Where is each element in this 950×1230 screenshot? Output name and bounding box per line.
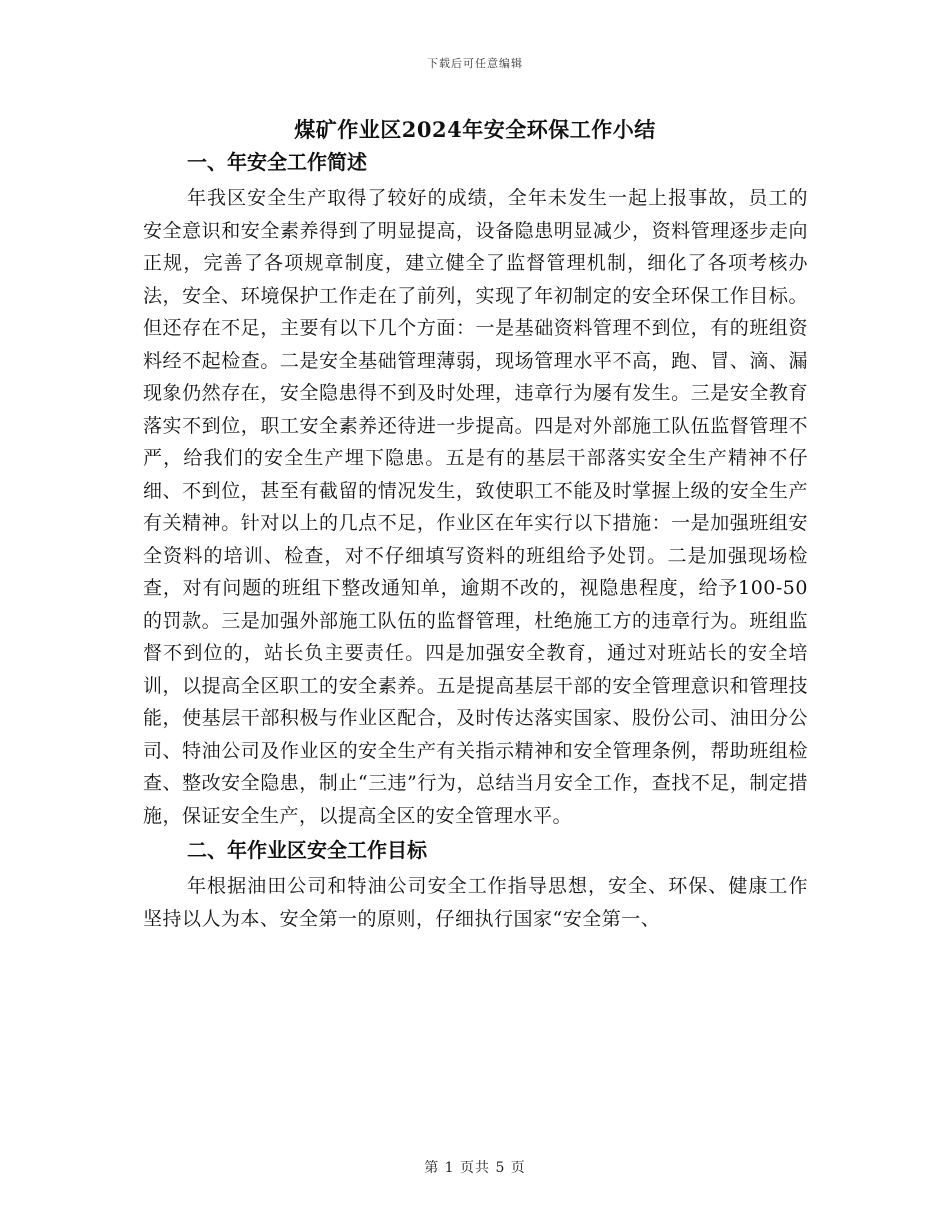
section-2-paragraph: 年根据油田公司和特油公司安全工作指导思想，安全、环保、健康工作坚持以人为本、安全第一的原则，仔细执行国家“安全第一、 [143, 875, 808, 930]
document-title: 煤矿作业区2024年安全环保工作小结 [294, 117, 656, 142]
section-1-paragraph: 年我区安全生产取得了较好的成绩，全年未发生一起上报事故，员工的安全意识和安全素养得到了明显提高，设备隐患明显减少，资料管理逐步走向正规，完善了各项规章制度，建立健全了监督管理机制，细化了各项考核办法，安全、环境保护工作走在了前列，实现了年初制定的安全环保工作目标。但还存在不足，主要有以下几个方面：一是基础资料管理不到位，有的班组资料经不起检查。二是安全基础管理薄弱，现场管理水平不高，跑、冒、滴、漏现象仍然存在，安全隐患得不到及时处理，违章行为屡有发生。三是安全教育落实不到位，职工安全素养还待进一步提高。四是对外部施工队伍监督管理不严，给我们的安全生产埋下隐患。五是有的基层干部落实安全生产精神不仔细、不到位，甚至有截留的情况发生，致使职工不能及时掌握上级的安全生产有关精神。针对以上的几点不足，作业区在年实行以下措施：一是加强班组安全资料的培训、检查，对不仔细填写资料的班组给予处罚。二是加强现场检查，对有问题的班组下整改通知单，逾期不改的，视隐患程度，给予100-50的罚款。三是加强外部施工队伍的监督管理，杜绝施工方的违章行为。班组监督不到位的，站长负主要责任。四是加强安全教育，通过对班站长的安全培训，以提高全区职工的安全素养。五是提高基层干部的安全管理意识和管理技能，使基层干部积极与作业区配合，及时传达落实国家、股份公司、油田分公司、特油公司及作业区的安全生产有关指示精神和安全管理条例，帮助班组检查、整改安全隐患，制止“三违”行为，总结当月安全工作，查找不足，制定措施，保证安全生产，以提高全区的安全管理水平。 [143, 187, 808, 827]
section-1-heading: 一、年安全工作简述 [187, 150, 367, 174]
page-header-note: 下载后可任意编辑 [427, 57, 523, 70]
document-body [143, 146, 808, 937]
page-number-footer: 第 1 页共 5 页 [424, 1160, 526, 1176]
section-2-heading: 二、年作业区安全工作目标 [187, 838, 427, 862]
